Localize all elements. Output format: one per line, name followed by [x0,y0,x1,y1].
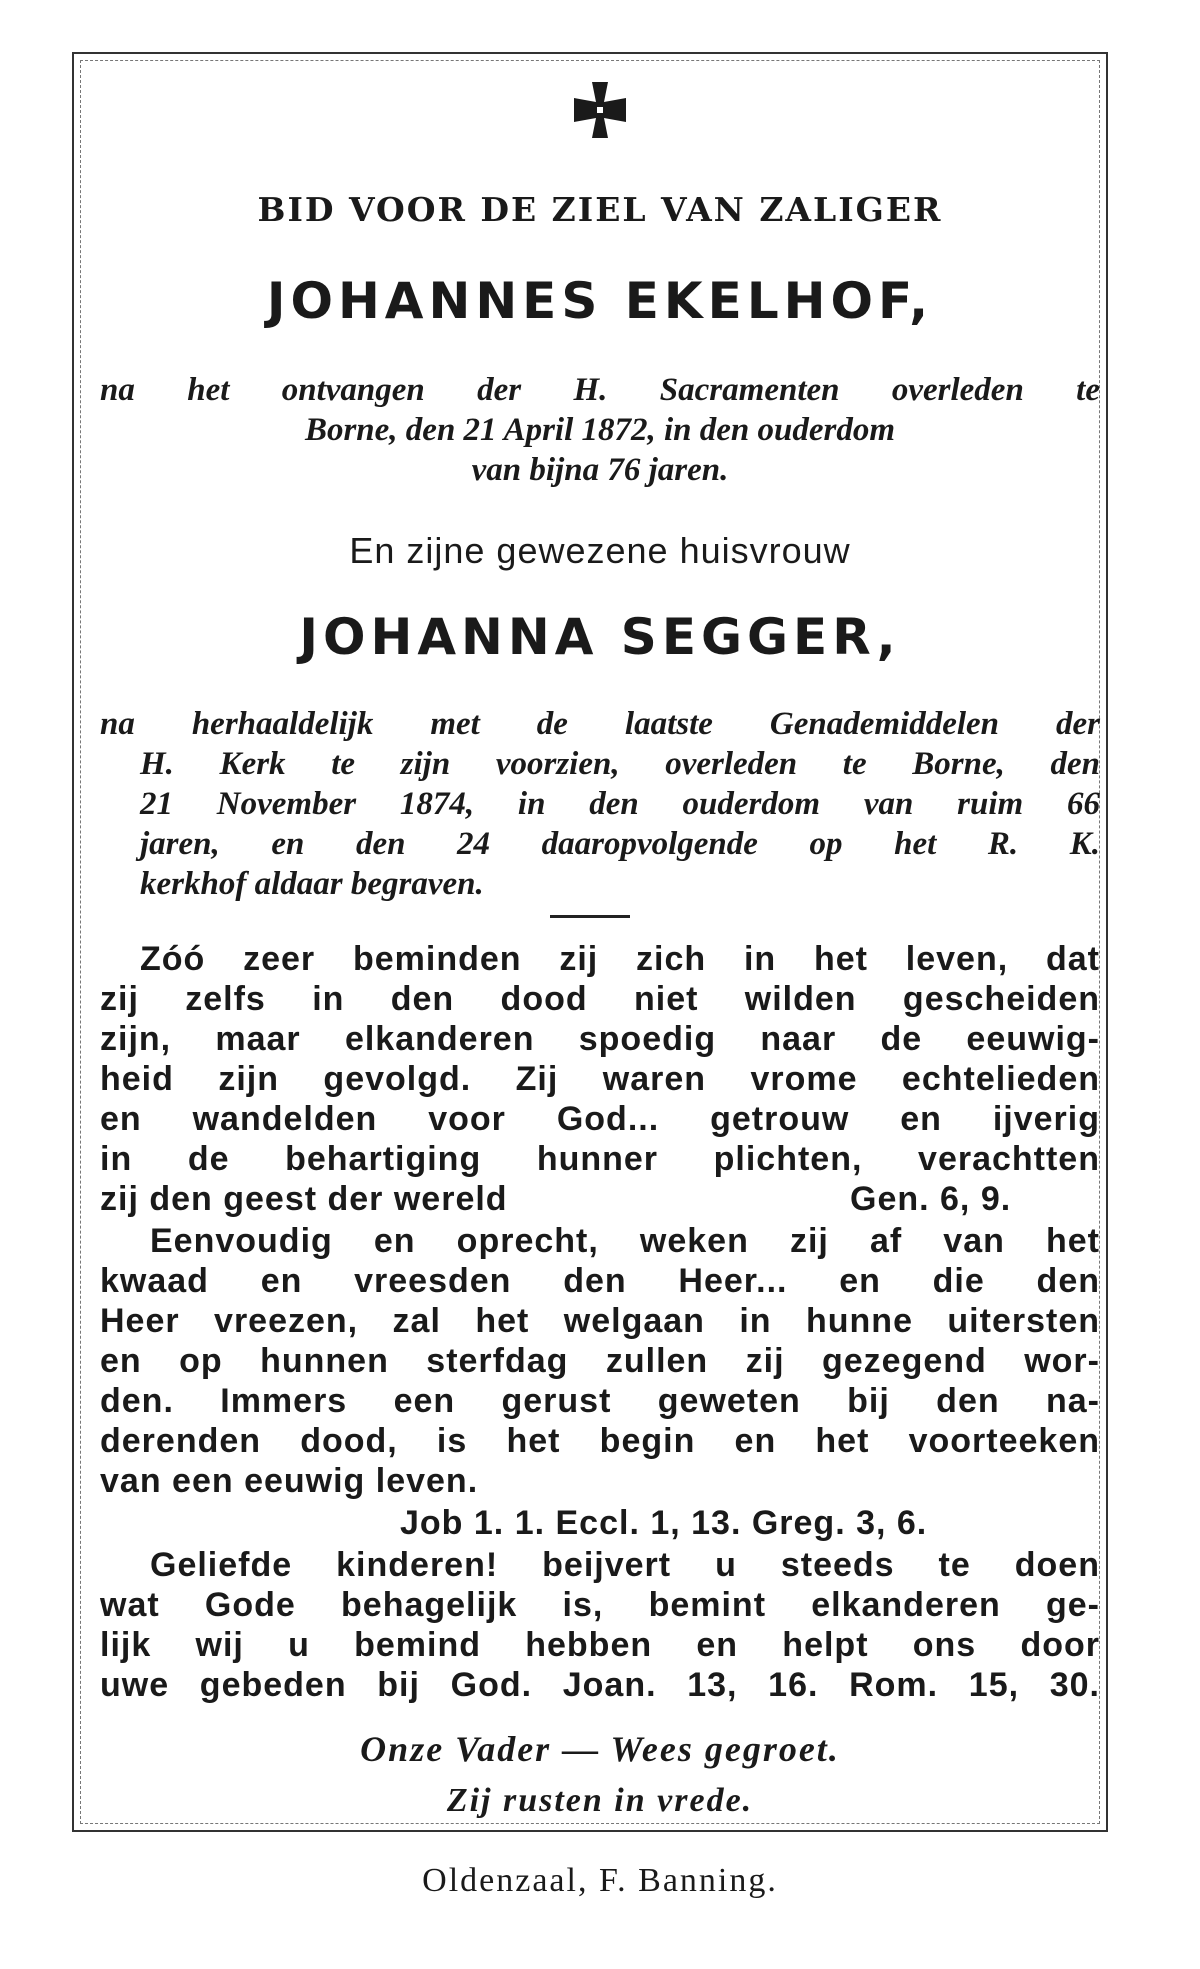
deceased-2-detail: 21 November 1874, in den ouderdom van ruim 66 [140,786,1100,822]
body-line: den. Immers een gerust geweten bij den na- [100,1382,1100,1420]
deceased-1-name: JOHANNES EKELHOF, [266,272,934,330]
body-line: uwe gebeden bij God. Joan. 13, 16. Rom. 15, 30. [100,1666,1100,1704]
deceased-1-detail: na het ontvangen der H. Sacramenten overleden te [100,372,1100,408]
body-line: zijn, maar elkanderen spoedig naar de eeuwig- [100,1020,1100,1058]
deceased-1-detail: Borne, den 21 April 1872, in den ouderdom [304,412,896,448]
body-line: kwaad en vreesden den Heer... en die den [100,1262,1100,1300]
body-line: en wandelden voor God... getrouw en ijverig [100,1100,1100,1138]
body-line: Eenvoudig en oprecht, weken zij af van het [150,1222,1100,1260]
body-line: Heer vreezen, zal het welgaan in hunne uitersten [100,1302,1100,1340]
body-line: wat Gode behagelijk is, bemint elkanderen ge- [100,1586,1100,1624]
body-line: lijk wij u bemind hebben en helpt ons door [100,1626,1100,1664]
body-line: in de behartiging hunner plichten, verachtten [100,1140,1100,1178]
citation-job: Job 1. 1. Eccl. 1, 13. Greg. 3, 6. [400,1504,928,1542]
heading: BID VOOR DE ZIEL VAN ZALIGER [257,190,943,229]
section-divider [550,915,630,918]
deceased-2-detail: kerkhof aldaar begraven. [140,866,484,902]
body-line: van een eeuwig leven. [100,1462,479,1500]
rest-in-peace-line: Zij rusten in vrede. [446,1782,754,1819]
deceased-2-detail: na herhaaldelijk met de laatste Genademiddelen der [100,706,1100,742]
connector-text: En zijne gewezene huisvrouw [349,530,851,571]
prayer-line: Onze Vader — Wees gegroet. [360,1729,840,1769]
body-line: zij zelfs in den dood niet wilden gescheiden [100,980,1100,1018]
body-line: derenden dood, is het begin en het voorteeken [100,1422,1100,1460]
cross-icon [570,80,630,140]
printer-credit: Oldenzaal, F. Banning. [422,1862,778,1899]
deceased-2-detail: jaren, en den 24 daaropvolgende op het R. K. [140,826,1100,862]
deceased-1-detail: van bijna 76 jaren. [471,452,729,488]
body-line: heid zijn gevolgd. Zij waren vrome echtelieden [100,1060,1100,1098]
body-line: zij den geest der wereld [100,1180,508,1218]
body-line: Zóó zeer beminden zij zich in het leven, dat [140,940,1100,978]
deceased-2-detail: H. Kerk te zijn voorzien, overleden te Borne, den [140,746,1100,782]
body-line: en op hunnen sterfdag zullen zij gezegend wor- [100,1342,1100,1380]
body-line: Geliefde kinderen! beijvert u steeds te doen [150,1546,1100,1584]
citation-genesis: Gen. 6, 9. [850,1180,1012,1218]
deceased-2-name: JOHANNA SEGGER, [299,608,901,666]
